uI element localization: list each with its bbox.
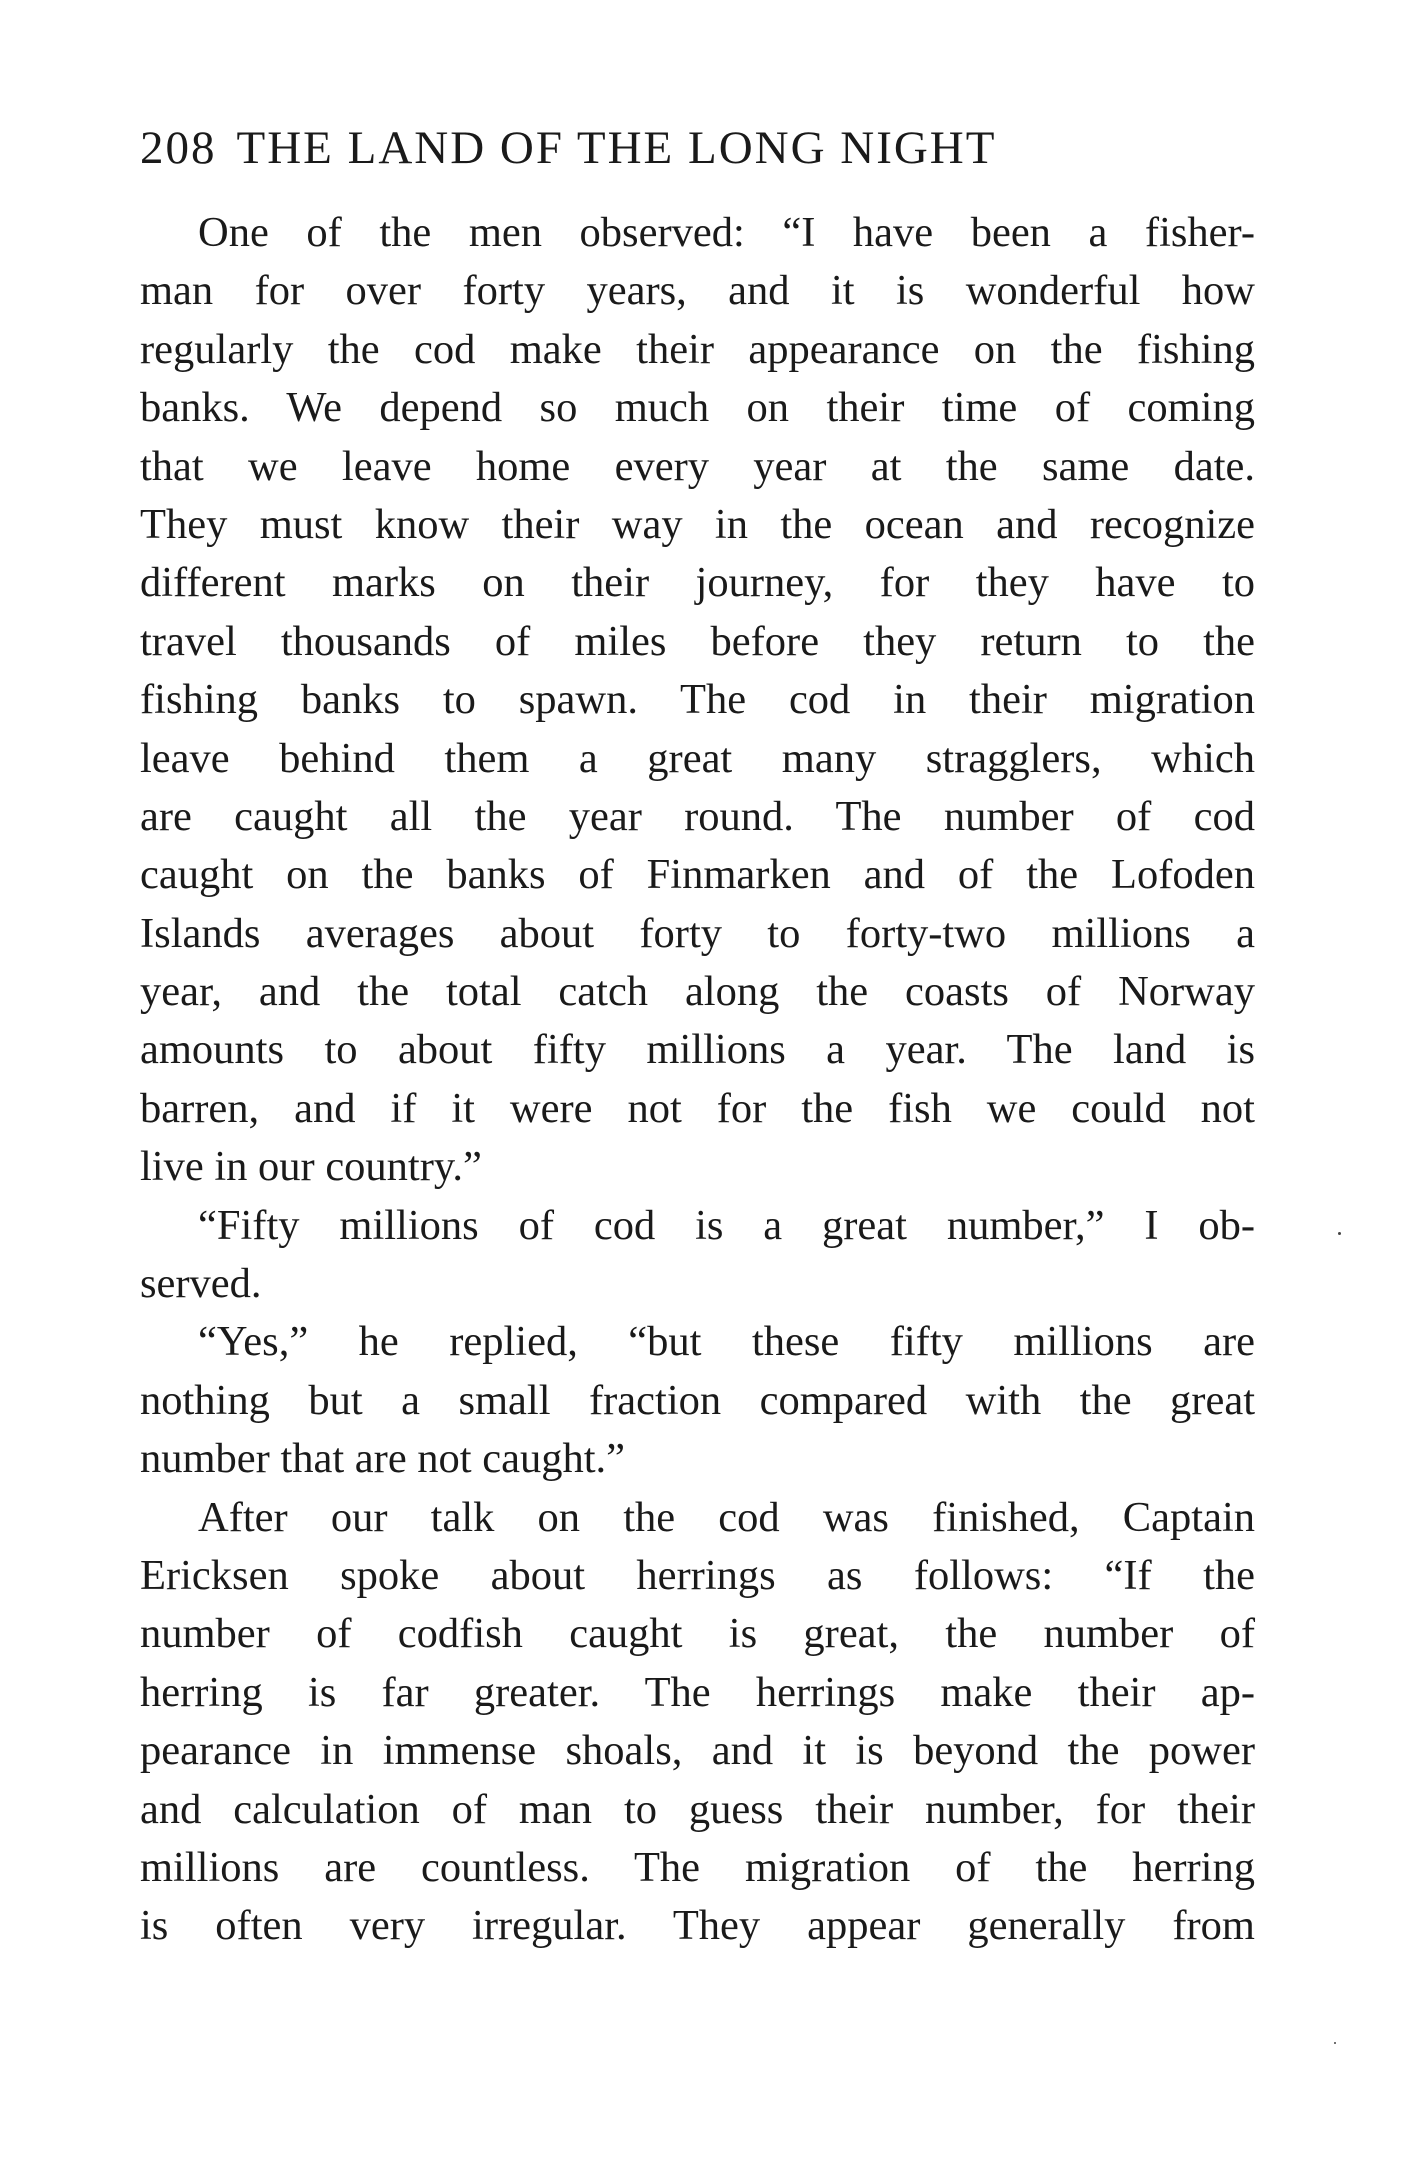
- paragraph-1: [140, 204, 1255, 1197]
- running-head: [140, 118, 1255, 178]
- text-line: travel thousands of miles before they return to the: [140, 617, 1255, 665]
- paragraph-3: [140, 1313, 1255, 1488]
- text-line: Ericksen spoke about herrings as follows: “If the: [140, 1551, 1255, 1599]
- ink-speck: [1334, 2042, 1336, 2044]
- text-line: nothing but a small fraction compared with the great: [140, 1376, 1255, 1424]
- text-line: barren, and if it were not for the fish we could not: [140, 1084, 1255, 1132]
- text-line: served.: [140, 1260, 262, 1308]
- text-line: One of the men observed: “I have been a fisher-: [198, 209, 1255, 256]
- text-line: are caught all the year round. The number of cod: [140, 792, 1255, 840]
- text-line: millions are countless. The migration of the herring: [140, 1843, 1255, 1891]
- text-line: “Fifty millions of cod is a great number,” I ob-: [198, 1201, 1255, 1249]
- text-line: man for over forty years, and it is wonderful how: [140, 267, 1255, 315]
- text-line: amounts to about fifty millions a year. The land is: [140, 1026, 1255, 1074]
- text-line: that we leave home every year at the same date.: [140, 442, 1255, 490]
- text-line: fishing banks to spawn. The cod in their migration: [140, 676, 1255, 724]
- text-line: is often very irregular. They appear generally from: [140, 1902, 1255, 1950]
- text-line: banks. We depend so much on their time of coming: [140, 384, 1255, 432]
- text-line: live in our country.”: [140, 1143, 482, 1191]
- body-text: [140, 204, 1255, 1956]
- text-line: “Yes,” he replied, “but these fifty millions are: [198, 1318, 1255, 1366]
- text-line: number that are not caught.”: [140, 1435, 626, 1483]
- text-line: Islands averages about forty to forty-two millions a: [140, 909, 1255, 957]
- text-line: regularly the cod make their appearance on the fishing: [140, 325, 1255, 373]
- text-line: year, and the total catch along the coasts of Norway: [140, 968, 1255, 1016]
- text-line: They must know their way in the ocean and recognize: [140, 500, 1255, 548]
- text-line: After our talk on the cod was finished, Captain: [198, 1493, 1255, 1541]
- text-line: herring is far greater. The herrings make their ap-: [140, 1668, 1255, 1716]
- paragraph-4: [140, 1489, 1255, 1956]
- paragraph-2: [140, 1197, 1255, 1314]
- ink-speck: [1338, 1232, 1341, 1235]
- text-line: pearance in immense shoals, and it is beyond the power: [140, 1727, 1255, 1775]
- text-line: and calculation of man to guess their number, for their: [140, 1785, 1255, 1833]
- text-line: different marks on their journey, for they have to: [140, 559, 1255, 607]
- running-title: THE LAND OF THE LONG NIGHT: [236, 122, 997, 174]
- text-line: leave behind them a great many stragglers, which: [140, 734, 1255, 782]
- page-number: 208: [140, 122, 217, 174]
- text-line: caught on the banks of Finmarken and of the Lofoden: [140, 851, 1255, 899]
- text-line: number of codfish caught is great, the number of: [140, 1610, 1255, 1658]
